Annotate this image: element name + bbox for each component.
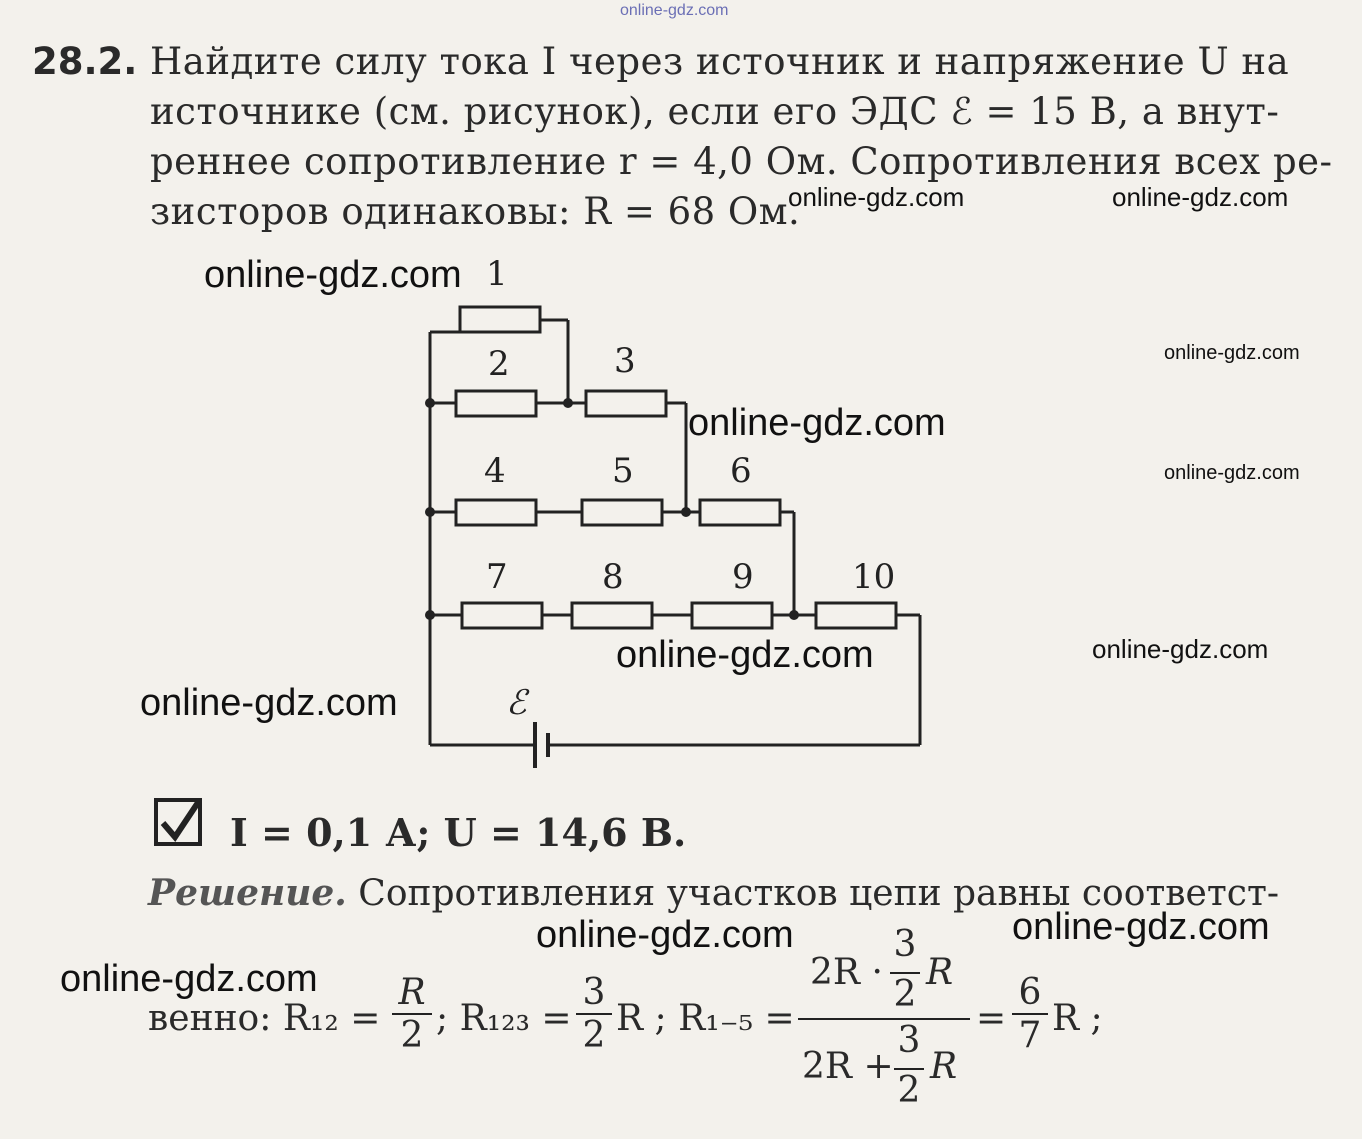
formula-prefix-text: венно: (148, 998, 272, 1039)
problem-line-3: реннее сопротивление r = 4,0 Ом. Сопротивления всех ре- (150, 140, 1333, 183)
r15-equals: = (976, 998, 1007, 1039)
solution-text: Сопротивления участков цепи равны соответст- (358, 873, 1280, 914)
r12-denominator: 2 (392, 1013, 432, 1056)
r15-num-frac-top: 3 (893, 924, 917, 965)
watermark: online-gdz.com (140, 682, 398, 724)
r15-num-tail: R (926, 952, 954, 993)
r123-symbol: ; R₁₂₃ = (436, 998, 572, 1039)
r15-denominator (798, 1018, 970, 1110)
watermark: online-gdz.com (204, 254, 462, 296)
problem-line-4: зисторов одинаковы: R = 68 Ом. (150, 190, 801, 233)
r15-result-tail: R ; (1052, 998, 1103, 1039)
r15-result-fraction (1012, 972, 1048, 1056)
watermark: online-gdz.com (1112, 182, 1289, 212)
formula-prefix (148, 998, 380, 1039)
r15-den-frac-top: 3 (897, 1020, 921, 1061)
resistor-label-5: 5 (612, 451, 634, 491)
source-label: ℰ (506, 683, 527, 723)
r15-num-text: 2R · (810, 952, 883, 993)
watermark: online-gdz.com (788, 182, 965, 212)
resistor-label-10: 10 (852, 557, 896, 597)
r123-denominator: 2 (576, 1013, 612, 1056)
problem-number: 28.2. (32, 40, 138, 83)
r15-symbol: R ; R₁₋₅ = (616, 998, 795, 1039)
r12-numerator: R (398, 972, 426, 1013)
answer: I = 0,1 А; U = 14,6 В. (230, 810, 687, 855)
watermark: online-gdz.com (1092, 634, 1269, 664)
r15-numerator (798, 924, 970, 1018)
r12-symbol: R₁₂ = (282, 998, 381, 1039)
r12-fraction (392, 972, 432, 1056)
resistor-label-7: 7 (486, 557, 508, 597)
resistor-label-1: 1 (486, 254, 508, 294)
r15-result-bot: 7 (1012, 1013, 1048, 1056)
resistor-label-8: 8 (602, 557, 624, 597)
watermark-top: online-gdz.com (620, 2, 729, 19)
watermark: online-gdz.com (1164, 342, 1300, 364)
r123-numerator: 3 (582, 972, 606, 1013)
watermark: online-gdz.com (60, 958, 318, 1000)
watermark: online-gdz.com (616, 634, 874, 676)
r15-num-frac-bot: 2 (890, 972, 920, 1015)
problem-line-1: Найдите силу тока I через источник и напряжение U на (150, 40, 1290, 83)
resistor-label-6: 6 (730, 451, 752, 491)
resistor-label-2: 2 (488, 344, 510, 384)
r123-fraction (576, 972, 612, 1056)
checkmark-icon (153, 797, 205, 849)
watermark: online-gdz.com (688, 402, 946, 444)
watermark: online-gdz.com (1164, 462, 1300, 484)
resistor-label-3: 3 (614, 341, 636, 381)
resistor-label-9: 9 (732, 557, 754, 597)
r15-den-tail: R (930, 1046, 958, 1087)
problem-line-2: источнике (см. рисунок), если его ЭДС ℰ = 15 В, а внут- (150, 90, 1280, 133)
watermark: online-gdz.com (1012, 906, 1270, 948)
resistor-label-4: 4 (484, 451, 506, 491)
r15-fraction (798, 924, 970, 1111)
r15-den-text: 2R + (802, 1046, 894, 1087)
r15-den-frac-bot: 2 (894, 1068, 924, 1111)
r15-result-top: 6 (1018, 972, 1042, 1013)
solution-label: Решение. (148, 872, 347, 914)
watermark: online-gdz.com (536, 914, 794, 956)
